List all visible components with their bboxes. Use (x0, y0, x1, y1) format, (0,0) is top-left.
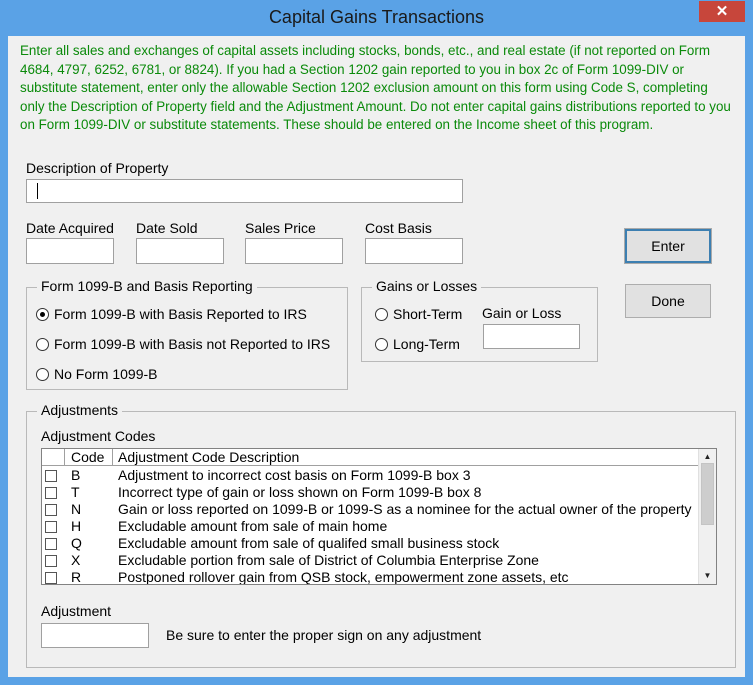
list-item[interactable] (42, 518, 698, 535)
header-divider (64, 449, 65, 466)
adjustment-sign-note: Be sure to enter the proper sign on any adjustment (166, 627, 482, 643)
radio-label: Long-Term (393, 336, 460, 352)
cost-basis-label: Cost Basis (365, 220, 432, 236)
adjustment-codes-list[interactable] (41, 448, 717, 585)
dialog-body (8, 36, 745, 677)
radio-short-term[interactable] (375, 306, 462, 322)
list-item[interactable] (42, 467, 698, 484)
intro-instructions: Enter all sales and exchanges of capital assets including stocks, bonds, etc., and real estate (if not reported on Form 4684, 4797, 6252, 6781, or 8824). If you had a Section 1202 gain reported to you in box 2c of Form 1099-DIV or substitute statement, enter only the allowable Section 1202 exclusion amount on this form using Code S, completing only the Description of Property field and the Adjustment Amount. Do not enter capital gains distributions reported to you on Form 1099-DIV or substitute statements. These should be entered on the Income sheet of this program. (20, 43, 731, 132)
list-item[interactable] (42, 535, 698, 552)
form-1099b-group (26, 278, 348, 390)
radio-label: Form 1099-B with Basis Reported to IRS (54, 306, 307, 322)
header-divider (112, 449, 113, 466)
gain-loss-label: Gain or Loss (482, 305, 562, 321)
code-cell: Q (71, 535, 82, 551)
adjustments-group-title: Adjustments (37, 402, 122, 418)
window-title: Capital Gains Transactions (268, 7, 485, 27)
list-item[interactable] (42, 552, 698, 569)
checkbox[interactable] (45, 555, 57, 567)
radio-long-term[interactable] (375, 336, 460, 352)
list-item[interactable] (42, 501, 698, 518)
date-acquired-label: Date Acquired (26, 220, 114, 236)
date-acquired-input[interactable] (26, 238, 114, 264)
close-button[interactable]: ✕ (699, 1, 745, 22)
scroll-up-arrow-icon[interactable]: ▲ (703, 452, 712, 461)
code-cell: X (71, 552, 81, 568)
description-cell: Excludable amount from sale of qualifed small business stock (118, 535, 500, 551)
description-label: Description of Property (26, 160, 169, 176)
list-item[interactable] (42, 484, 698, 501)
description-cell: Gain or loss reported on 1099-B or 1099-S as a nominee for the actual owner of the property (118, 501, 692, 517)
list-scrollbar[interactable] (698, 449, 716, 584)
code-cell: N (71, 501, 82, 517)
description-cell: Excludable portion from sale of District of Columbia Enterprise Zone (118, 552, 539, 568)
date-sold-label: Date Sold (136, 220, 198, 236)
list-header (42, 449, 698, 466)
radio-basis-reported[interactable] (36, 306, 307, 322)
checkbox[interactable] (45, 487, 57, 499)
description-cell: Incorrect type of gain or loss shown on Form 1099-B box 8 (118, 484, 482, 500)
code-cell: H (71, 518, 82, 534)
code-cell: R (71, 569, 82, 585)
code-cell: B (71, 467, 81, 483)
scroll-down-arrow-icon[interactable]: ▼ (703, 571, 712, 580)
radio-no-1099b[interactable] (36, 366, 157, 382)
date-sold-input[interactable] (136, 238, 224, 264)
sales-price-label: Sales Price (245, 220, 316, 236)
radio-basis-not-reported[interactable] (36, 336, 330, 352)
title-bar (0, 0, 753, 36)
checkbox[interactable] (45, 521, 57, 533)
adjustment-label: Adjustment (41, 603, 112, 619)
gains-losses-group (361, 278, 598, 362)
radio-button[interactable] (36, 368, 49, 381)
radio-button[interactable] (36, 308, 49, 321)
checkbox[interactable] (45, 572, 57, 584)
code-cell: T (71, 484, 80, 500)
checkbox[interactable] (45, 470, 57, 482)
description-cell: Postponed rollover gain from QSB stock, empowerment zone assets, etc (118, 569, 569, 585)
list-item[interactable] (42, 569, 698, 585)
radio-label: No Form 1099-B (54, 366, 158, 382)
description-input[interactable] (26, 179, 463, 203)
radio-button[interactable] (375, 308, 388, 321)
checkbox[interactable] (45, 504, 57, 516)
adjustment-input[interactable] (41, 623, 149, 648)
adjustment-codes-label: Adjustment Codes (41, 428, 156, 444)
header-description: Adjustment Code Description (118, 449, 300, 465)
enter-button[interactable]: Enter (625, 229, 711, 263)
checkbox[interactable] (45, 538, 57, 550)
radio-label: Form 1099-B with Basis not Reported to IRS (54, 336, 331, 352)
form-1099b-group-title: Form 1099-B and Basis Reporting (37, 278, 257, 294)
radio-button[interactable] (36, 338, 49, 351)
radio-button[interactable] (375, 338, 388, 351)
radio-label: Short-Term (393, 306, 463, 322)
done-button[interactable]: Done (625, 284, 711, 318)
description-cell: Excludable amount from sale of main home (118, 518, 388, 534)
scroll-thumb[interactable] (701, 463, 714, 525)
gains-losses-group-title: Gains or Losses (372, 278, 481, 294)
header-code: Code (71, 449, 105, 465)
text-caret (37, 183, 38, 199)
description-cell: Adjustment to incorrect cost basis on Form 1099-B box 3 (118, 467, 471, 483)
sales-price-input[interactable] (245, 238, 343, 264)
gain-loss-input[interactable] (483, 324, 580, 349)
cost-basis-input[interactable] (365, 238, 463, 264)
